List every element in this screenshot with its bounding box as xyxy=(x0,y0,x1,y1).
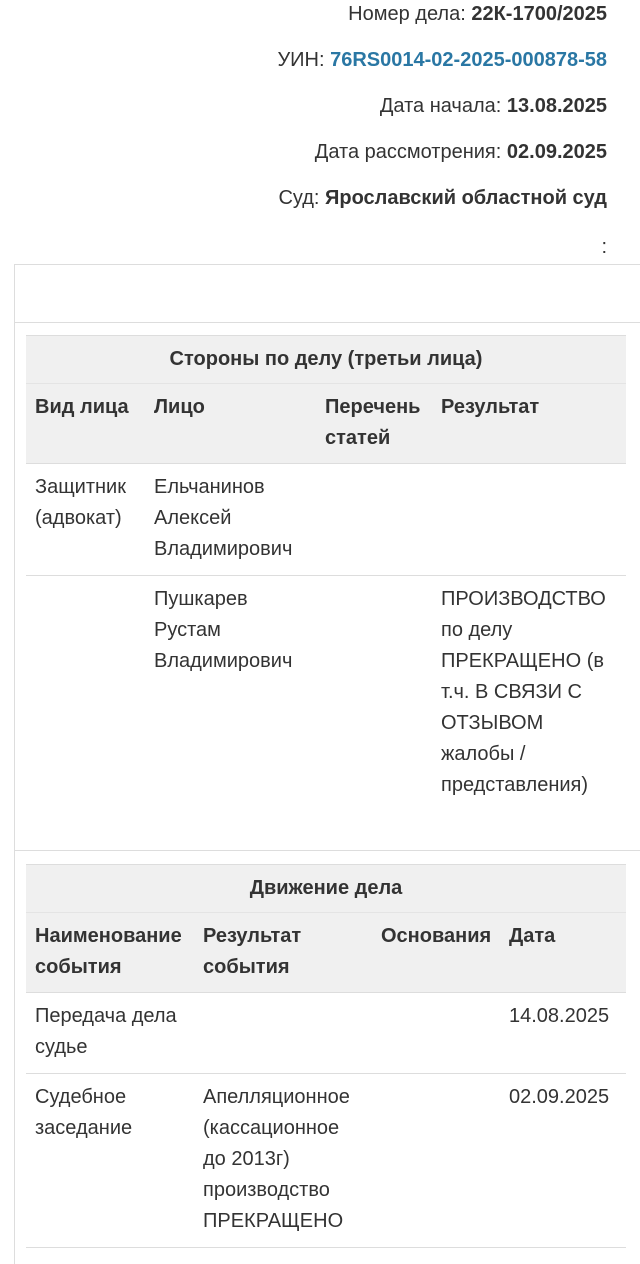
party-type: Защитник (адвокат) xyxy=(26,464,145,576)
start-date-label: Дата начала: xyxy=(379,95,502,117)
movement-event: Судебное заседание xyxy=(26,1074,194,1248)
movement-event: Передача дела судье xyxy=(26,993,194,1074)
parties-col-articles: Перечень статей xyxy=(316,384,432,464)
movement-basis xyxy=(372,993,500,1074)
movement-col-event: Наименование события xyxy=(26,913,194,993)
parties-caption: Стороны по делу (третьи лица) xyxy=(26,336,626,384)
movement-date: 14.08.2025 xyxy=(500,993,626,1074)
party-result xyxy=(432,464,626,576)
court-line xyxy=(0,184,607,230)
movement-col-basis: Основания xyxy=(372,913,500,993)
parties-col-result: Результат xyxy=(432,384,626,464)
review-date-line xyxy=(0,138,607,184)
party-type xyxy=(26,576,145,812)
trailing-colon: : xyxy=(601,236,607,258)
party-person: Пушкарев Рустам Владимирович xyxy=(154,588,293,672)
table-row xyxy=(26,464,626,576)
case-number-label: Номер дела: xyxy=(348,3,466,25)
uin-line xyxy=(0,46,607,92)
parties-table xyxy=(26,335,626,811)
section-divider xyxy=(14,850,640,851)
parties-col-person: Лицо xyxy=(145,384,316,464)
movement-table xyxy=(26,864,626,1248)
start-date-line xyxy=(0,92,607,138)
movement-section xyxy=(26,864,626,1248)
movement-basis xyxy=(372,1074,500,1248)
movement-col-date: Дата xyxy=(500,913,626,993)
party-articles xyxy=(316,464,432,576)
party-person: Ельчанинов Алексей Владимирович xyxy=(145,464,316,576)
table-row xyxy=(26,576,626,812)
case-number-value: 22К-1700/2025 xyxy=(471,3,607,25)
review-date-label: Дата рассмотрения: xyxy=(314,141,502,163)
case-number-line xyxy=(0,0,607,46)
parties-col-type: Вид лица xyxy=(26,384,145,464)
panel-empty-header xyxy=(15,265,640,323)
case-info xyxy=(0,0,640,230)
review-date-value: 02.09.2025 xyxy=(506,141,607,163)
party-result: ПРОИЗВОДСТВО по делу ПРЕКРАЩЕНО (в т.ч. В СВЯЗИ С ОТЗЫВОМ жалобы / представления) xyxy=(441,588,606,796)
party-articles xyxy=(316,576,432,812)
table-row xyxy=(26,993,626,1074)
court-label: Суд: xyxy=(278,187,320,209)
court-value: Ярославский областной суд xyxy=(325,187,607,209)
movement-caption: Движение дела xyxy=(26,865,626,913)
movement-result: Апелляционное (кассационное до 2013г) производство ПРЕКРАЩЕНО xyxy=(194,1074,372,1248)
uin-link[interactable]: 76RS0014-02-2025-000878-58 xyxy=(330,49,607,71)
movement-result xyxy=(194,993,372,1074)
table-row xyxy=(26,1074,626,1248)
parties-section xyxy=(26,335,626,811)
movement-date: 02.09.2025 xyxy=(500,1074,626,1248)
movement-col-result: Результат события xyxy=(194,913,372,993)
uin-label: УИН: xyxy=(277,49,325,71)
start-date-value: 13.08.2025 xyxy=(506,95,607,117)
